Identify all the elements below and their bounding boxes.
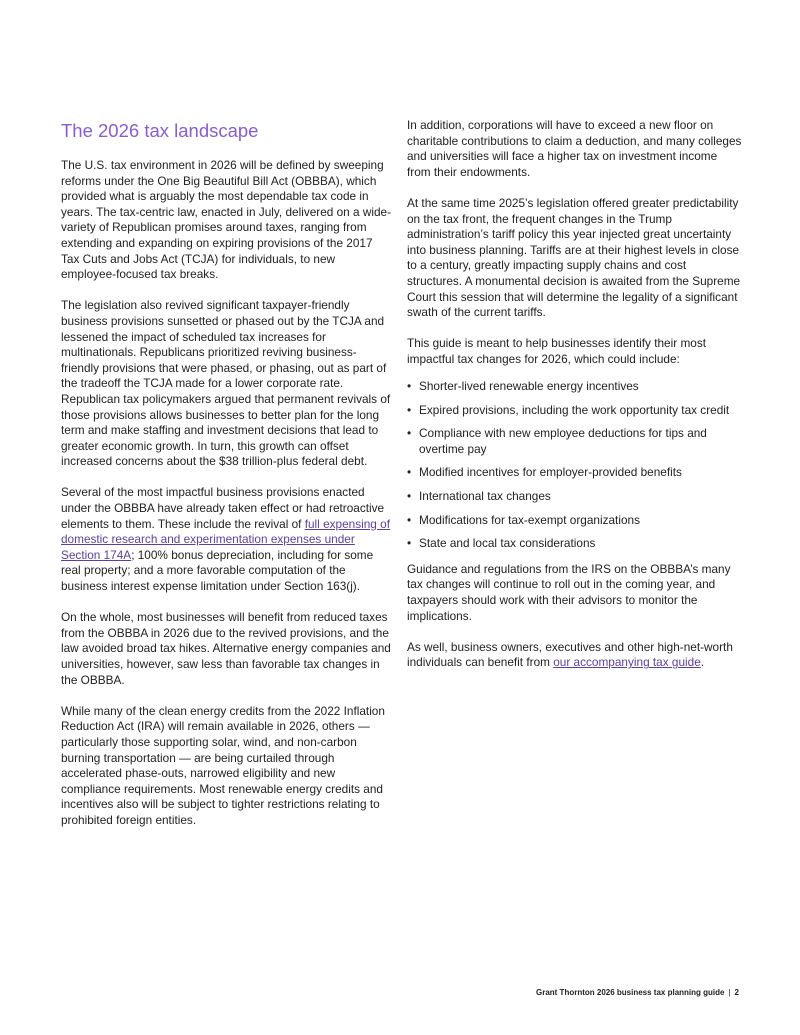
list-item: • Modifications for tax-exempt organizations [407,513,743,529]
paragraph-text: Several of the most impactful business provisions enacted under the OBBBA have already taken effect or had retroactive elements to them. These include the revival of [61,485,385,531]
paragraph-text: ; 100% bonus depreciation, including for some real property; and a more favorable computation of the business interest expense limitation under Section 163(j). [61,547,374,594]
paragraph-tariffs: At the same time 2025’s legislation offered greater predictability on the tax front, the frequent changes in the Trump administration’s tariff policy this year injected great uncertainty into business planning. Tariffs are at their highest levels in close to a century, greatly impacting supply chains and cost structures. A monumental decision is awaited from the Supreme Court this session that will determine the legality of a significant swath of the current tariffs. [407,195,741,320]
paragraph-guide-intro: This guide is meant to help businesses identify their most impactful tax changes for 2026, which could include: [407,336,707,366]
right-column [407,118,743,687]
list-item: • State and local tax considerations [407,536,743,552]
paragraph-text: . [700,655,705,670]
paragraph-corporations: In addition, corporations will have to exceed a new floor on charitable contributions to claim a deduction, and many colleges and universities will face a higher tax on investment income from their endowments. [407,118,742,179]
list-item: • Shorter-lived renewable energy incentives [407,379,743,395]
page-footer [536,988,739,997]
paragraph-high-net-worth [407,640,743,671]
accompanying-tax-guide-link[interactable]: our accompanying tax guide [553,655,701,670]
paragraph-clean-energy: While many of the clean energy credits from the 2022 Inflation Reduction Act (IRA) will remain available in 2026, others — particularly those supporting solar, wind, and non-carbon burning transportation — are being curtailed through accelerated phase-outs, narrowed eligibility and new compliance requirements. Most renewable energy credits and incentives also will be subject to tighter restrictions relating to prohibited foreign entities. [61,703,385,827]
footer-separator: | [728,988,731,997]
tax-changes-list [407,379,743,552]
list-item: • Modified incentives for employer-provided benefits [407,465,743,481]
paragraph-tax-environment: The U.S. tax environment in 2026 will be defined by sweeping reforms under the One Big Beautiful Bill Act (OBBBA), which provided what is arguably the most dependable tax code in years. The tax-centric law, enacted in July, delivered on a wide-variety of Republican promises around taxes, ranging from extending and expanding on expiring provisions of the 2017 Tax Cuts and Jobs Act (TCJA) for individuals, to new employee-focused tax breaks. [61,158,392,282]
paragraph-on-the-whole: On the whole, most businesses will benefit from reduced taxes from the OBBBA in 2026 due to the revived provisions, and the law avoided broad tax hikes. Alternative energy companies and universities, however, saw less than favorable tax changes in the OBBBA. [61,610,391,687]
paragraph-impactful-provisions [61,485,393,594]
list-item: • International tax changes [407,489,743,505]
section-174a-link[interactable]: full expensing of domestic research and experimentation expenses under Section 174A [61,516,390,562]
paragraph-legislation-revived: The legislation also revived significant taxpayer-friendly business provisions sunsetted or phased out by the TCJA and lessened the impact of scheduled tax increases for multinationals. Republicans prioritized reviving business-friendly provisions that were phased, or phasing, out as part of the tradeoff the TCJA made for a lower corporate rate. Republican tax policymakers argued that permanent revivals of those provisions allows businesses to better plan for the long term and make staffing and investment decisions that lead to greater economic growth. In turn, this growth can offset increased concerns about the $38 trillion-plus federal debt. [61,298,391,469]
list-item: • Compliance with new employee deductions for tips and overtime pay [407,426,743,457]
footer-title: Grant Thornton 2026 business tax planning guide [536,988,725,997]
paragraph-irs-guidance: Guidance and regulations from the IRS on the OBBBA’s many tax changes will continue to roll out in the coming year, and taxpayers should work with their advisors to monitor the implications. [407,561,731,623]
page-number: 2 [734,988,739,997]
section-heading: The 2026 tax landscape [61,120,259,141]
list-item: • Expired provisions, including the work opportunity tax credit [407,403,743,419]
left-column [61,118,393,844]
paragraph-text: As well, business owners, executives and other high-net-worth individuals can benefit from [407,639,733,670]
